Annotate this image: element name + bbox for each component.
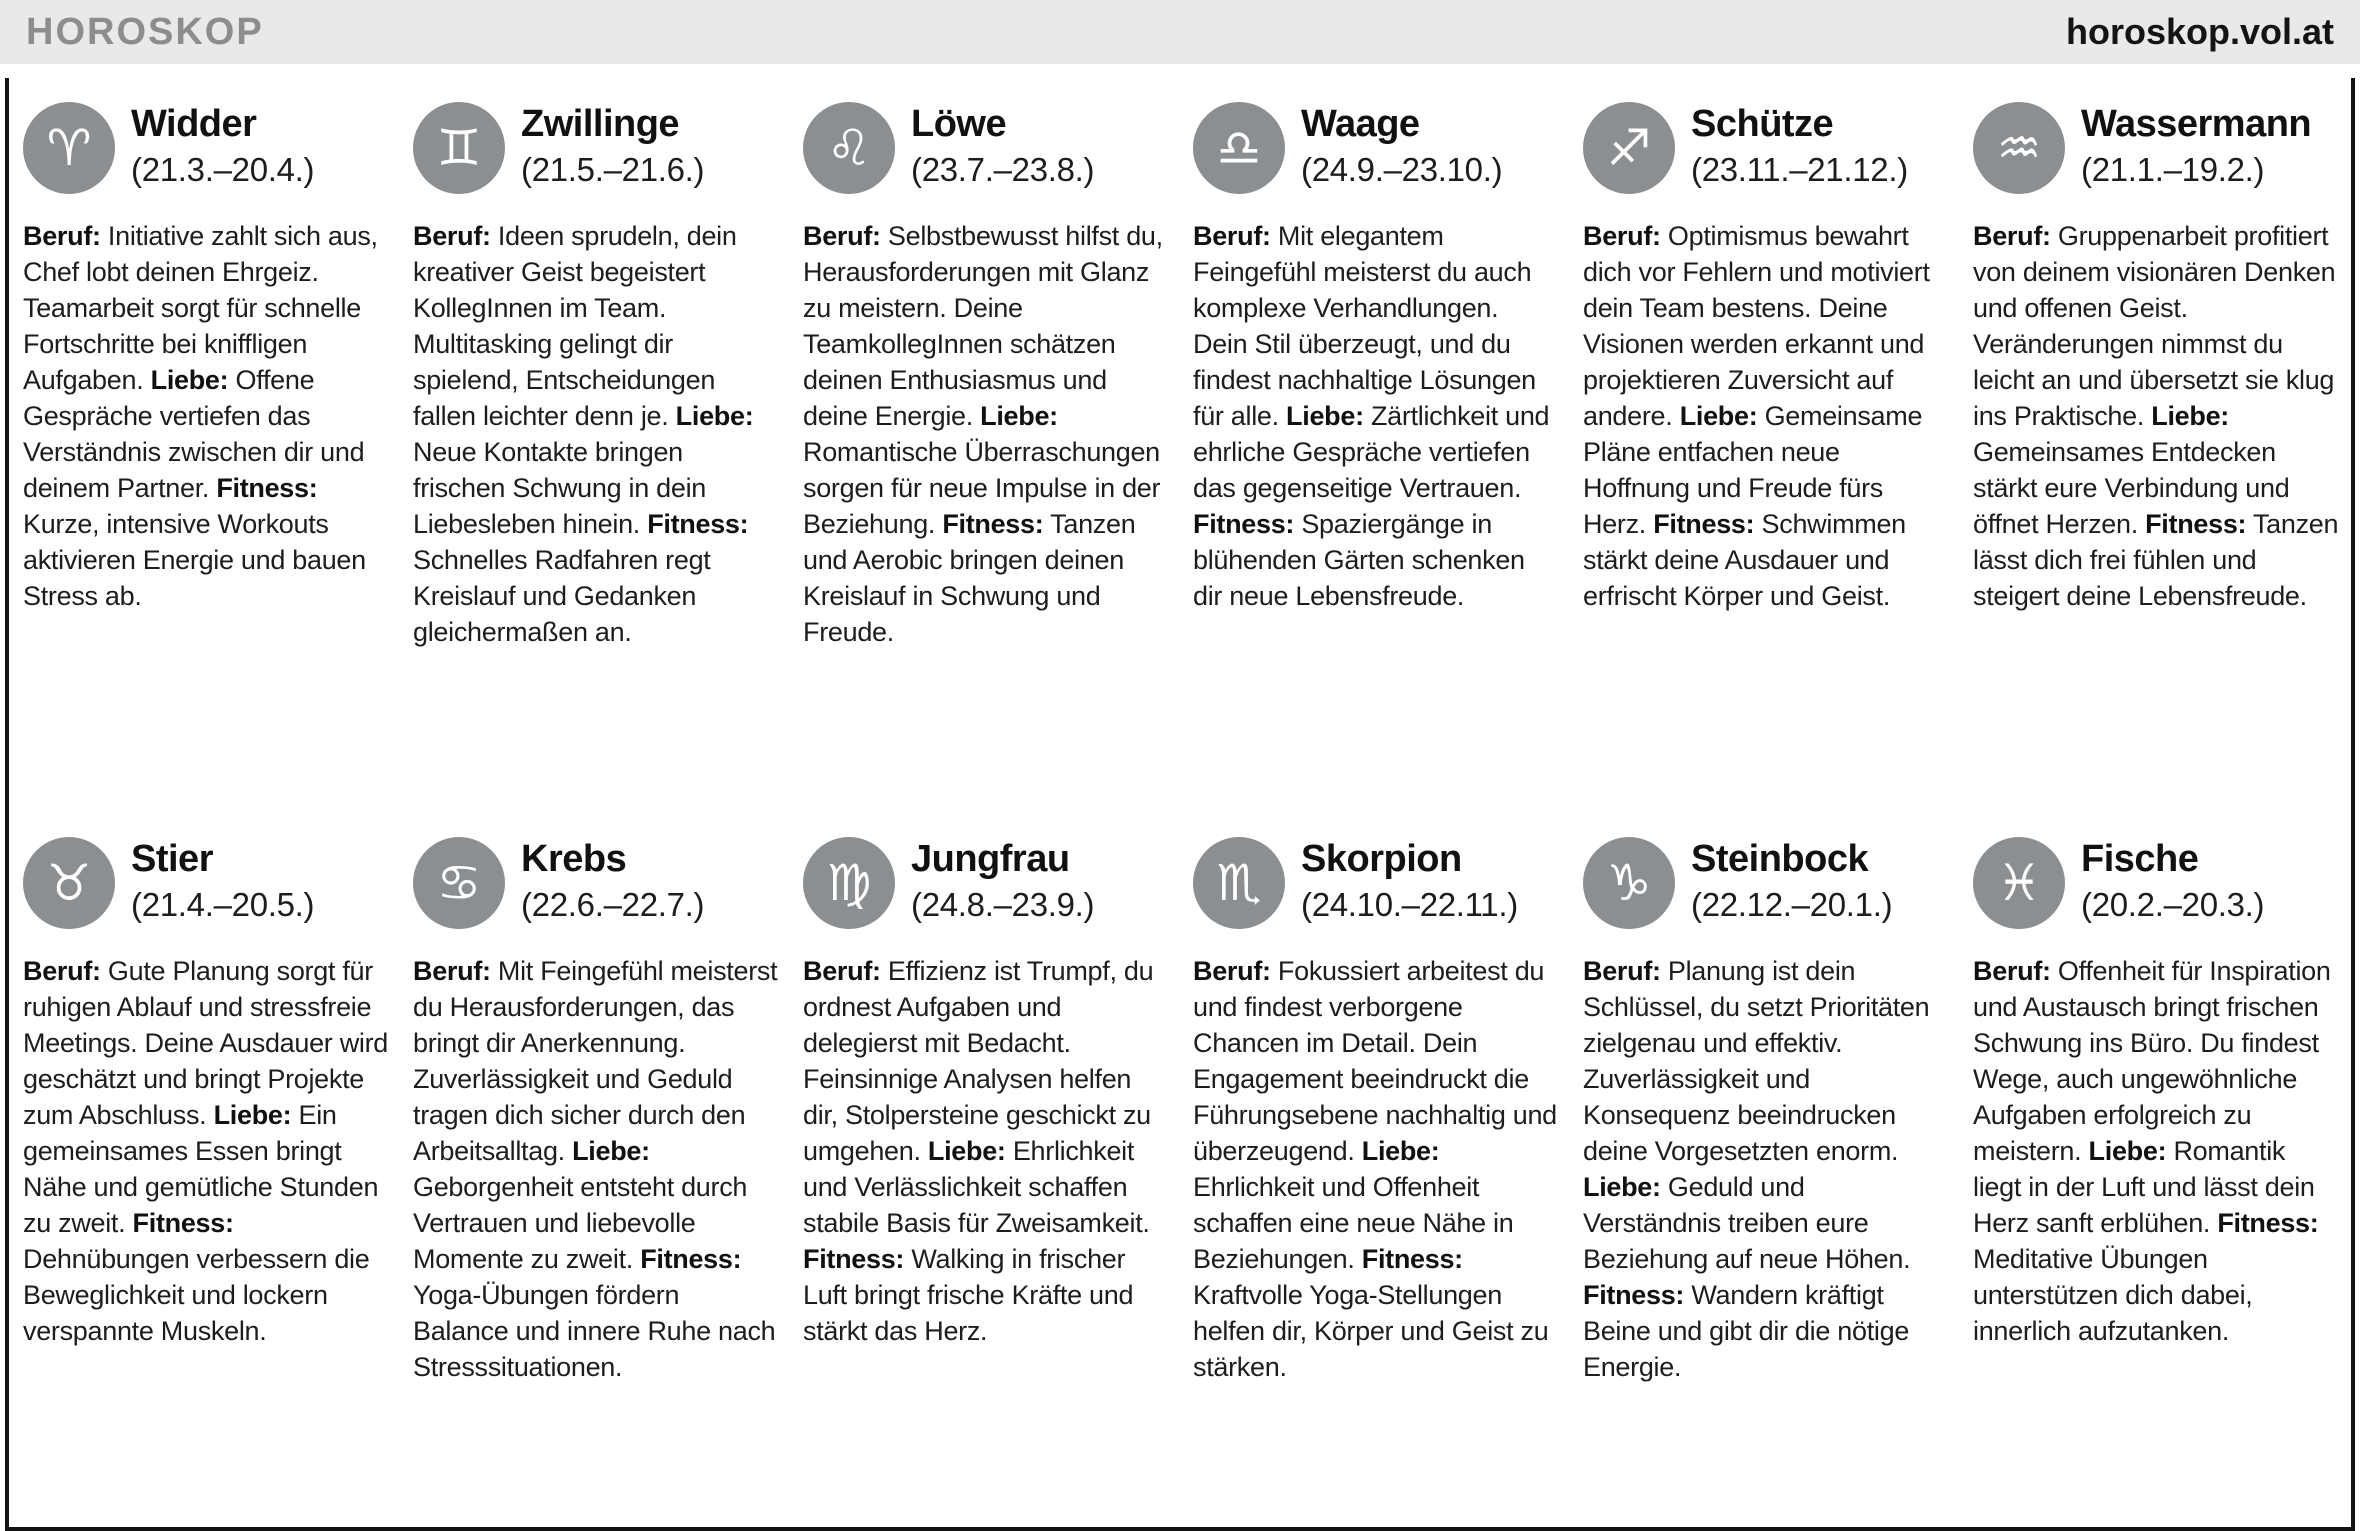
zodiac-glyph: ♋ (436, 854, 482, 912)
header-bar (0, 0, 2360, 64)
sign-card-header (23, 837, 389, 933)
sign-dates: (20.2.–20.3.) (2081, 886, 2265, 924)
sign-text: Beruf: Fokussiert arbeitest du und findest verborgene Chancen im Detail. Dein Engagement beeindruckt die Führungsebene nachhaltig und überzeugend. Liebe: Ehrlichkeit und Offenheit schaffen eine neue Nähe in Beziehungen. Fitness: Kraftvolle Yoga-Stellungen helfen dir, Körper und Geist zu stärken. (1193, 956, 1557, 1382)
sign-card-header (23, 102, 389, 198)
sign-card-header (1193, 102, 1559, 198)
page-title: HOROSKOP (26, 10, 264, 53)
section-label: Fitness: (803, 1244, 905, 1274)
cancer-crab-icon (413, 837, 505, 929)
section-label: Liebe: (1361, 1136, 1440, 1166)
virgo-maiden-icon (803, 837, 895, 929)
section-label: Fitness: (1583, 1280, 1685, 1310)
section-label: Fitness: (2217, 1208, 2319, 1238)
sign-name: Schütze (1691, 103, 1834, 145)
zodiac-glyph: ♈ (46, 119, 92, 177)
taurus-bull-icon (23, 837, 115, 929)
zodiac-glyph: ♎ (1216, 119, 1262, 177)
gemini-twins-icon (413, 102, 505, 194)
zodiac-glyph: ♊ (436, 119, 482, 177)
section-label: Fitness: (1361, 1244, 1463, 1274)
section-label: Liebe: (2088, 1136, 2167, 1166)
sign-text: Beruf: Gute Planung sorgt für ruhigen Ablauf und stressfreie Meetings. Deine Ausdauer wird geschätzt und bringt Projekte zum Abschluss. Liebe: Ein gemeinsames Essen bringt Nähe und gemütliche Stunden zu zweit. Fitness: Dehnübungen verbessern die Beweglichkeit und lockern verspannte Muskeln. (23, 956, 389, 1346)
sign-name: Widder (131, 103, 257, 145)
sign-card-title-block (2081, 837, 2264, 924)
sign-text: Beruf: Optimismus bewahrt dich vor Fehlern und motiviert dein Team bestens. Deine Visionen werden erkannt und projektieren Zuversicht auf andere. Liebe: Gemeinsame Pläne entfachen neue Hoffnung und Freude fürs Herz. Fitness: Schwimmen stärkt deine Ausdauer und erfrischt Körper und Geist. (1583, 221, 1930, 611)
sign-dates: (24.9.–23.10.) (1301, 151, 1503, 189)
sign-name: Jungfrau (911, 838, 1070, 880)
zodiac-glyph: ♒ (1996, 119, 2042, 177)
sign-name: Zwillinge (521, 103, 680, 145)
zodiac-glyph: ♐ (1606, 119, 1652, 177)
sign-name: Skorpion (1301, 838, 1462, 880)
sign-card (1973, 102, 2339, 757)
sign-name: Löwe (911, 103, 1007, 145)
sign-text: Beruf: Selbstbewusst hilfst du, Herausforderungen mit Glanz zu meistern. Deine TeamkollegInnen schätzen deinen Enthusiasmus und deine Energie. Liebe: Romantische Überraschungen sorgen für neue Impulse in der Beziehung. Fitness: Tanzen und Aerobic bringen deinen Kreislauf in Schwung und Freude. (803, 221, 1163, 647)
section-label: Beruf: (23, 221, 101, 251)
section-label: Beruf: (413, 956, 491, 986)
sign-name: Stier (131, 838, 213, 880)
sign-dates: (24.8.–23.9.) (911, 886, 1095, 924)
sign-card-title-block (521, 102, 704, 189)
sign-text: Beruf: Initiative zahlt sich aus, Chef lobt deinen Ehrgeiz. Teamarbeit sorgt für schnelle Fortschritte bei kniffligen Aufgaben. Liebe: Offene Gespräche vertiefen das Verständnis zwischen dir und deinem Partner. Fitness: Kurze, intensive Workouts aktivieren Energie und bauen Stress ab. (23, 221, 378, 611)
zodiac-glyph: ♏ (1216, 854, 1262, 912)
libra-scales-icon (1193, 102, 1285, 194)
sign-card (1973, 837, 2339, 1385)
section-label: Beruf: (413, 221, 491, 251)
zodiac-glyph: ♍ (826, 854, 872, 912)
sign-text: Beruf: Gruppenarbeit profitiert von deinem visionären Denken und offenen Geist. Veränderungen nimmst du leicht an und übersetzt sie klug ins Praktische. Liebe: Gemeinsames Entdecken stärkt eure Verbindung und öffnet Herzen. Fitness: Tanzen lässt dich frei fühlen und steigert deine Lebensfreude. (1973, 221, 2339, 611)
section-label: Beruf: (23, 956, 101, 986)
sign-card-header (413, 102, 779, 198)
section-label: Liebe: (980, 401, 1058, 431)
section-label: Fitness: (1653, 509, 1755, 539)
section-label: Fitness: (2145, 509, 2247, 539)
sign-card-header (1193, 837, 1559, 933)
sign-card-header (1583, 837, 1949, 933)
sign-card (803, 102, 1169, 757)
sign-name: Waage (1301, 103, 1420, 145)
sign-name: Steinbock (1691, 838, 1869, 880)
sign-name: Krebs (521, 838, 627, 880)
sign-card-title-block (521, 837, 704, 924)
sign-card-title-block (1301, 837, 1518, 924)
section-label: Beruf: (1973, 221, 2051, 251)
capricorn-goat-icon (1583, 837, 1675, 929)
zodiac-glyph: ♓ (1996, 854, 2042, 912)
sign-card-title-block (1301, 102, 1502, 189)
sign-card-title-block (1691, 102, 1908, 189)
leo-lion-icon (803, 102, 895, 194)
sign-card (23, 837, 389, 1385)
section-label: Liebe: (675, 401, 754, 431)
sign-text: Beruf: Planung ist dein Schlüssel, du setzt Prioritäten zielgenau und effektiv. Zuverlässigkeit und Konsequenz beeindrucken deine Vorgesetzten enorm. Liebe: Geduld und Verständnis treiben eure Beziehung auf neue Höhen. Fitness: Wandern kräftigt Beine und gibt dir die nötige Energie. (1583, 956, 1930, 1382)
section-label: Fitness: (942, 509, 1044, 539)
sign-card (803, 837, 1169, 1385)
sign-dates: (23.11.–21.12.) (1691, 151, 1908, 189)
sign-card (1193, 102, 1559, 757)
sign-text: Beruf: Effizienz ist Trumpf, du ordnest Aufgaben und delegierst mit Bedacht. Feinsinnige Analysen helfen dir, Stolpersteine geschickt zu umgehen. Liebe: Ehrlichkeit und Verlässlichkeit schaffen stabile Basis für Zweisamkeit. Fitness: Walking in frischer Luft bringt frische Kräfte und stärkt das Herz. (803, 956, 1154, 1346)
aquarius-water-bearer-icon (1973, 102, 2065, 194)
sign-card (1583, 837, 1949, 1385)
sign-card-title-block (131, 102, 314, 189)
zodiac-glyph: ♑ (1606, 854, 1652, 912)
sign-card-header (1583, 102, 1949, 198)
sign-dates: (21.3.–20.4.) (131, 151, 315, 189)
section-label: Liebe: (2151, 401, 2229, 431)
section-label: Fitness: (640, 1244, 742, 1274)
sign-dates: (21.1.–19.2.) (2081, 151, 2265, 189)
sign-card-header (1973, 837, 2339, 933)
sign-dates: (23.7.–23.8.) (911, 151, 1095, 189)
sign-dates: (21.5.–21.6.) (521, 151, 705, 189)
section-label: Liebe: (1286, 401, 1364, 431)
scorpio-scorpion-icon (1193, 837, 1285, 929)
section-label: Fitness: (132, 1208, 234, 1238)
pisces-fish-icon (1973, 837, 2065, 929)
section-label: Liebe: (1583, 1172, 1661, 1202)
section-label: Liebe: (572, 1136, 650, 1166)
sign-card (413, 102, 779, 757)
sign-card-title-block (2081, 102, 2311, 189)
sign-card (1193, 837, 1559, 1385)
sign-card-header (803, 102, 1169, 198)
sign-text: Beruf: Offenheit für Inspiration und Austausch bringt frischen Schwung ins Büro. Du findest Wege, auch ungewöhnliche Aufgaben erfolgreich zu meistern. Liebe: Romantik liegt in der Luft und lässt dein Herz sanft erblühen. Fitness: Meditative Übungen unterstützen dich dabei, innerlich aufzutanken. (1973, 956, 2331, 1346)
sign-card-title-block (911, 102, 1094, 189)
sign-name: Fische (2081, 838, 2199, 880)
section-label: Beruf: (1973, 956, 2051, 986)
sign-dates: (22.12.–20.1.) (1691, 886, 1893, 924)
sign-text: Beruf: Mit elegantem Feingefühl meisterst du auch komplexe Verhandlungen. Dein Stil überzeugt, und du findest nachhaltige Lösungen für alle. Liebe: Zärtlichkeit und ehrliche Gespräche vertiefen das gegenseitige Vertrauen. Fitness: Spaziergänge in blühenden Gärten schenken dir neue Lebensfreude. (1193, 221, 1550, 611)
section-label: Liebe: (213, 1100, 292, 1130)
sign-card (413, 837, 779, 1385)
sign-card (23, 102, 389, 757)
zodiac-glyph: ♉ (46, 854, 92, 912)
section-label: Beruf: (1193, 221, 1271, 251)
section-label: Beruf: (803, 956, 881, 986)
section-label: Beruf: (1583, 221, 1661, 251)
sign-card-title-block (131, 837, 314, 924)
zodiac-glyph: ♌ (826, 119, 872, 177)
sign-card-header (1973, 102, 2339, 198)
sign-card-title-block (911, 837, 1094, 924)
sign-card-title-block (1691, 837, 1892, 924)
sign-text: Beruf: Ideen sprudeln, dein kreativer Geist begeistert KollegInnen im Team. Multitasking gelingt dir spielend, Entscheidungen fallen leichter denn je. Liebe: Neue Kontakte bringen frischen Schwung in dein Liebesleben hinein. Fitness: Schnelles Radfahren regt Kreislauf und Gedanken gleichermaßen an. (413, 221, 754, 647)
section-label: Fitness: (647, 509, 749, 539)
horoscope-grid (5, 78, 2355, 1531)
sign-dates: (21.4.–20.5.) (131, 886, 315, 924)
sign-dates: (24.10.–22.11.) (1301, 886, 1518, 924)
section-label: Beruf: (1583, 956, 1661, 986)
site-link[interactable]: horoskop.vol.at (2065, 11, 2334, 52)
section-label: Beruf: (803, 221, 881, 251)
section-label: Liebe: (1679, 401, 1758, 431)
section-label: Fitness: (216, 473, 318, 503)
sign-card (1583, 102, 1949, 757)
sign-dates: (22.6.–22.7.) (521, 886, 705, 924)
sagittarius-archer-icon (1583, 102, 1675, 194)
section-label: Liebe: (150, 365, 229, 395)
sign-card-header (803, 837, 1169, 933)
sign-text: Beruf: Mit Feingefühl meisterst du Herausforderungen, das bringt dir Anerkennung. Zuverlässigkeit und Geduld tragen dich sicher durch den Arbeitsalltag. Liebe: Geborgenheit entsteht durch Vertrauen und liebevolle Momente zu zweit. Fitness: Yoga-Übungen fördern Balance und innere Ruhe nach Stresssituationen. (413, 956, 778, 1382)
section-label: Liebe: (927, 1136, 1006, 1166)
sign-name: Wassermann (2081, 103, 2312, 145)
aries-ram-icon (23, 102, 115, 194)
section-label: Beruf: (1193, 956, 1271, 986)
sign-card-header (413, 837, 779, 933)
section-label: Fitness: (1193, 509, 1295, 539)
